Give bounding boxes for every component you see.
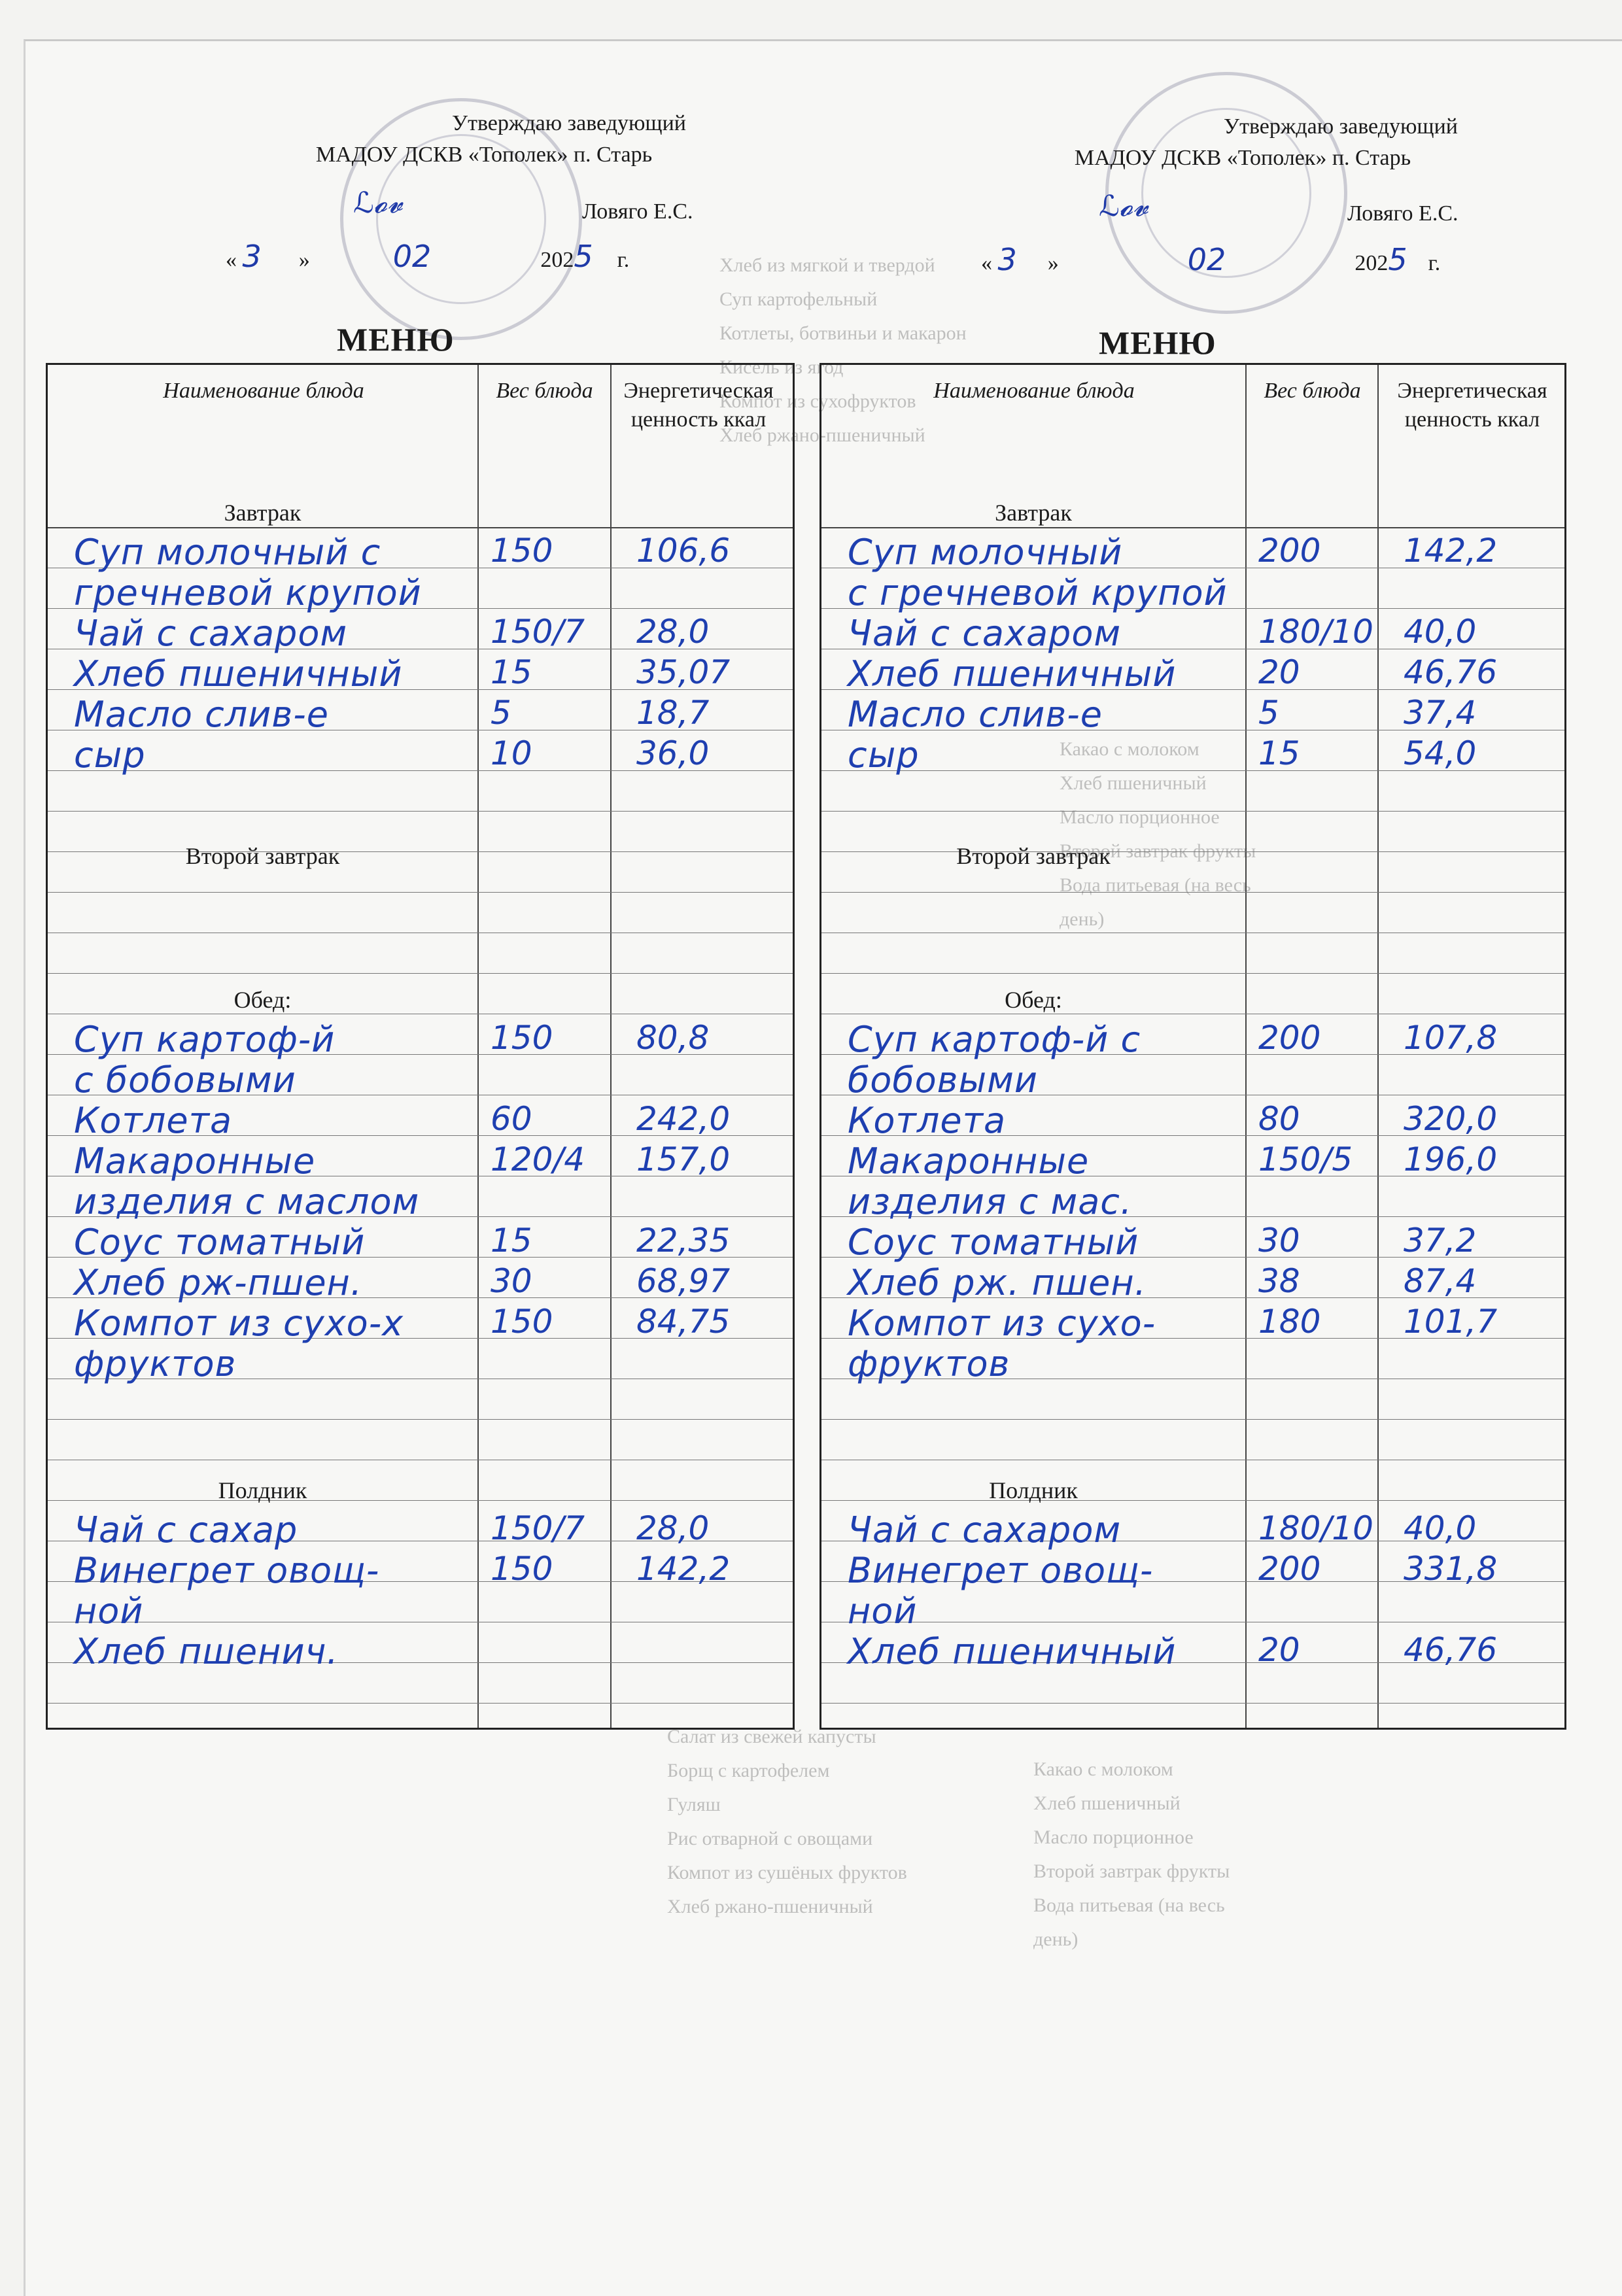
dish-energy: 107,8 (1404, 1019, 1498, 1057)
section-label-breakfast: Завтрак (995, 500, 1072, 526)
date-year-digit: 5 (1388, 242, 1407, 277)
dish-name: Котлета (848, 1100, 1007, 1141)
dish-energy: 35,07 (636, 653, 731, 691)
dish-weight: 10 (491, 734, 532, 772)
date-year-suffix: г. (617, 248, 630, 272)
dish-energy: 28,0 (636, 1509, 710, 1547)
dish-energy: 142,2 (1404, 532, 1498, 570)
dish-energy: 84,75 (636, 1303, 731, 1341)
dish-weight: 120/4 (491, 1140, 585, 1178)
column-header-energy: Энергетическая ценность ккал (1397, 379, 1547, 432)
dish-name: Суп молочный (848, 532, 1123, 573)
dish-name: Винегрет овощ- (74, 1550, 380, 1591)
menu-table-right (820, 363, 1566, 1730)
dish-energy: 157,0 (636, 1140, 731, 1178)
section-label-lunch: Обед: (1005, 987, 1062, 1013)
dish-name: Чай с сахаром (74, 613, 348, 654)
approval-header-right (988, 111, 1498, 174)
dish-weight: 5 (1258, 694, 1279, 732)
handwritten-signature-right: ℒ𝓸𝓿 (1099, 190, 1148, 223)
bleed-through-text-bottom: Какао с молоком Хлеб пшеничный Масло порционное Второй завтрак фрукты Вода питьевая (на весь день) (1033, 1758, 1230, 1950)
dish-energy: 54,0 (1404, 734, 1477, 772)
column-header-dish: Наименование блюда (163, 379, 364, 403)
dish-name: ной (848, 1590, 918, 1632)
dish-weight: 5 (491, 694, 511, 732)
dish-energy: 68,97 (636, 1262, 731, 1300)
dish-energy: 46,76 (1404, 1631, 1498, 1669)
dish-weight: 150/7 (491, 1509, 585, 1547)
dish-energy: 320,0 (1404, 1100, 1498, 1138)
dish-weight: 150 (491, 1550, 553, 1588)
column-header-weight: Вес блюда (496, 379, 593, 403)
dish-weight: 80 (1258, 1100, 1300, 1138)
approval-date-right (981, 242, 1517, 277)
date-quote-close: » (1047, 251, 1059, 275)
date-year-digit: 5 (574, 239, 593, 274)
dish-energy: 40,0 (1404, 1509, 1477, 1547)
dish-name: с гречневой крупой (848, 572, 1228, 613)
dish-energy: 142,2 (636, 1550, 731, 1588)
date-quote-close: » (298, 248, 310, 272)
dish-name: изделия с маслом (74, 1181, 420, 1222)
dish-energy: 242,0 (636, 1100, 731, 1138)
dish-energy: 101,7 (1404, 1303, 1498, 1341)
bleed-through-text-center: Хлеб из мягкой и твердой Суп картофельный Котлеты, ботвиньи и макарон Кисель из ягод Компот из сухофруктов Хлеб ржано-пшеничный (719, 254, 967, 446)
dish-energy: 40,0 (1404, 613, 1477, 651)
dish-energy: 196,0 (1404, 1140, 1498, 1178)
dish-name: ной (74, 1590, 144, 1632)
dish-weight: 200 (1258, 1550, 1321, 1588)
dish-energy: 36,0 (636, 734, 710, 772)
dish-weight: 38 (1258, 1262, 1300, 1300)
section-label-second-breakfast: Второй завтрак (185, 843, 340, 869)
section-label-lunch: Обед: (233, 987, 292, 1013)
section-label-snack: Полдник (989, 1477, 1078, 1503)
dish-weight: 20 (1258, 653, 1300, 691)
menu-title-right: МЕНЮ (1099, 324, 1216, 361)
dish-name: Масло слив-е (848, 694, 1103, 735)
approval-caption: Утверждаю заведующий (1224, 114, 1458, 139)
dish-weight: 150 (491, 1019, 553, 1057)
approval-header-left (216, 108, 752, 171)
date-month: 02 (1187, 242, 1226, 277)
dish-name: Чай с сахаром (848, 613, 1122, 654)
column-header-weight: Вес блюда (1264, 379, 1361, 403)
dish-weight: 60 (491, 1100, 532, 1138)
section-label-breakfast: Завтрак (224, 500, 302, 526)
bleed-through-text-bottom-center: Салат из свежей капусты Борщ с картофелем Гуляш Рис отварной с овощами Компот из сушёных фруктов Хлеб ржано-пшеничный (667, 1726, 907, 1917)
handwritten-signature-left: ℒ𝓸𝓿 (353, 186, 403, 220)
dish-name: Хлеб рж. пшен. (848, 1262, 1147, 1303)
director-name: Ловяго Е.С. (582, 199, 693, 224)
section-label-second-breakfast: Второй завтрак (956, 843, 1111, 869)
dish-energy: 46,76 (1404, 653, 1498, 691)
dish-weight: 180/10 (1258, 613, 1373, 651)
bleed-through-text-right: Какао с молоком Хлеб пшеничный Масло порционное Второй завтрак фрукты Вода питьевая (на весь день) (1060, 738, 1256, 930)
dish-name: Макаронные (74, 1140, 316, 1182)
dish-weight: 150 (491, 1303, 553, 1341)
dish-name: фруктов (74, 1343, 237, 1384)
dish-energy: 87,4 (1404, 1262, 1477, 1300)
dish-name: Компот из сухо- (848, 1303, 1156, 1344)
dish-name: Макаронные (848, 1140, 1090, 1182)
dish-weight: 30 (1258, 1222, 1300, 1259)
dish-name: Суп молочный с (74, 532, 381, 573)
dish-name: Суп картоф-й (74, 1019, 336, 1060)
dish-energy: 22,35 (636, 1222, 731, 1259)
dish-name: Котлета (74, 1100, 233, 1141)
dish-name: Масло слив-е (74, 694, 329, 735)
approval-caption: Утверждаю заведующий (452, 111, 686, 135)
dish-name: Чай с сахар (74, 1509, 298, 1551)
dish-name: гречневой крупой (74, 572, 422, 613)
dish-weight: 150/7 (491, 613, 585, 651)
dish-weight: 30 (491, 1262, 532, 1300)
date-year-prefix: 202 (540, 248, 574, 272)
date-day: 3 (242, 239, 262, 274)
dish-energy: 28,0 (636, 613, 710, 651)
dish-energy: 331,8 (1404, 1550, 1498, 1588)
section-label-snack: Полдник (218, 1477, 307, 1503)
dish-name: сыр (74, 734, 146, 776)
dish-weight: 150/5 (1258, 1140, 1353, 1178)
director-name: Ловяго Е.С. (1347, 201, 1458, 226)
dish-energy: 80,8 (636, 1019, 710, 1057)
approval-date-left (226, 239, 697, 274)
dish-name: Винегрет овощ- (848, 1550, 1154, 1591)
date-day: 3 (997, 242, 1017, 277)
dish-weight: 180 (1258, 1303, 1321, 1341)
dish-weight: 15 (491, 1222, 532, 1259)
date-year-suffix: г. (1428, 251, 1441, 275)
dish-weight: 180/10 (1258, 1509, 1373, 1547)
dish-name: изделия с мас. (848, 1181, 1133, 1222)
dish-name: с бобовыми (74, 1059, 296, 1101)
dish-name: сыр (848, 734, 920, 776)
dish-weight: 200 (1258, 532, 1321, 570)
dish-weight: 150 (491, 532, 553, 570)
dish-name: Суп картоф-й с (848, 1019, 1141, 1060)
column-header-dish: Наименование блюда (933, 379, 1135, 403)
dish-name: Хлеб пшеничный (74, 653, 403, 694)
dish-name: Хлеб пшенич. (74, 1631, 339, 1672)
date-year-prefix: 202 (1355, 251, 1389, 275)
dish-name: бобовыми (848, 1059, 1038, 1101)
date-quote-open: « (226, 248, 237, 272)
organization-name: МАДОУ ДСКВ «Тополек» п. Старь (315, 143, 653, 167)
dish-name: Компот из сухо-х (74, 1303, 404, 1344)
dish-weight: 200 (1258, 1019, 1321, 1057)
dish-weight: 20 (1258, 1631, 1300, 1669)
date-quote-open: « (981, 251, 992, 275)
dish-name: Соус томатный (74, 1222, 366, 1263)
dish-name: Хлеб пшеничный (848, 653, 1177, 694)
dish-name: Чай с сахаром (848, 1509, 1122, 1551)
dish-name: фруктов (848, 1343, 1010, 1384)
dish-name: Хлеб пшеничный (848, 1631, 1177, 1672)
dish-name: Соус томатный (848, 1222, 1139, 1263)
dish-energy: 37,4 (1404, 694, 1477, 732)
dish-weight: 15 (491, 653, 532, 691)
organization-name: МАДОУ ДСКВ «Тополек» п. Старь (1074, 146, 1411, 170)
column-header-energy: Энергетическая ценность ккал (623, 379, 774, 432)
menu-table-left (46, 363, 795, 1730)
date-month: 02 (392, 239, 432, 274)
dish-energy: 18,7 (636, 694, 710, 732)
dish-name: Хлеб рж-пшен. (74, 1262, 363, 1303)
dish-energy: 106,6 (636, 532, 731, 570)
menu-title-left: МЕНЮ (337, 321, 455, 358)
dish-energy: 37,2 (1404, 1222, 1477, 1259)
dish-weight: 15 (1258, 734, 1300, 772)
